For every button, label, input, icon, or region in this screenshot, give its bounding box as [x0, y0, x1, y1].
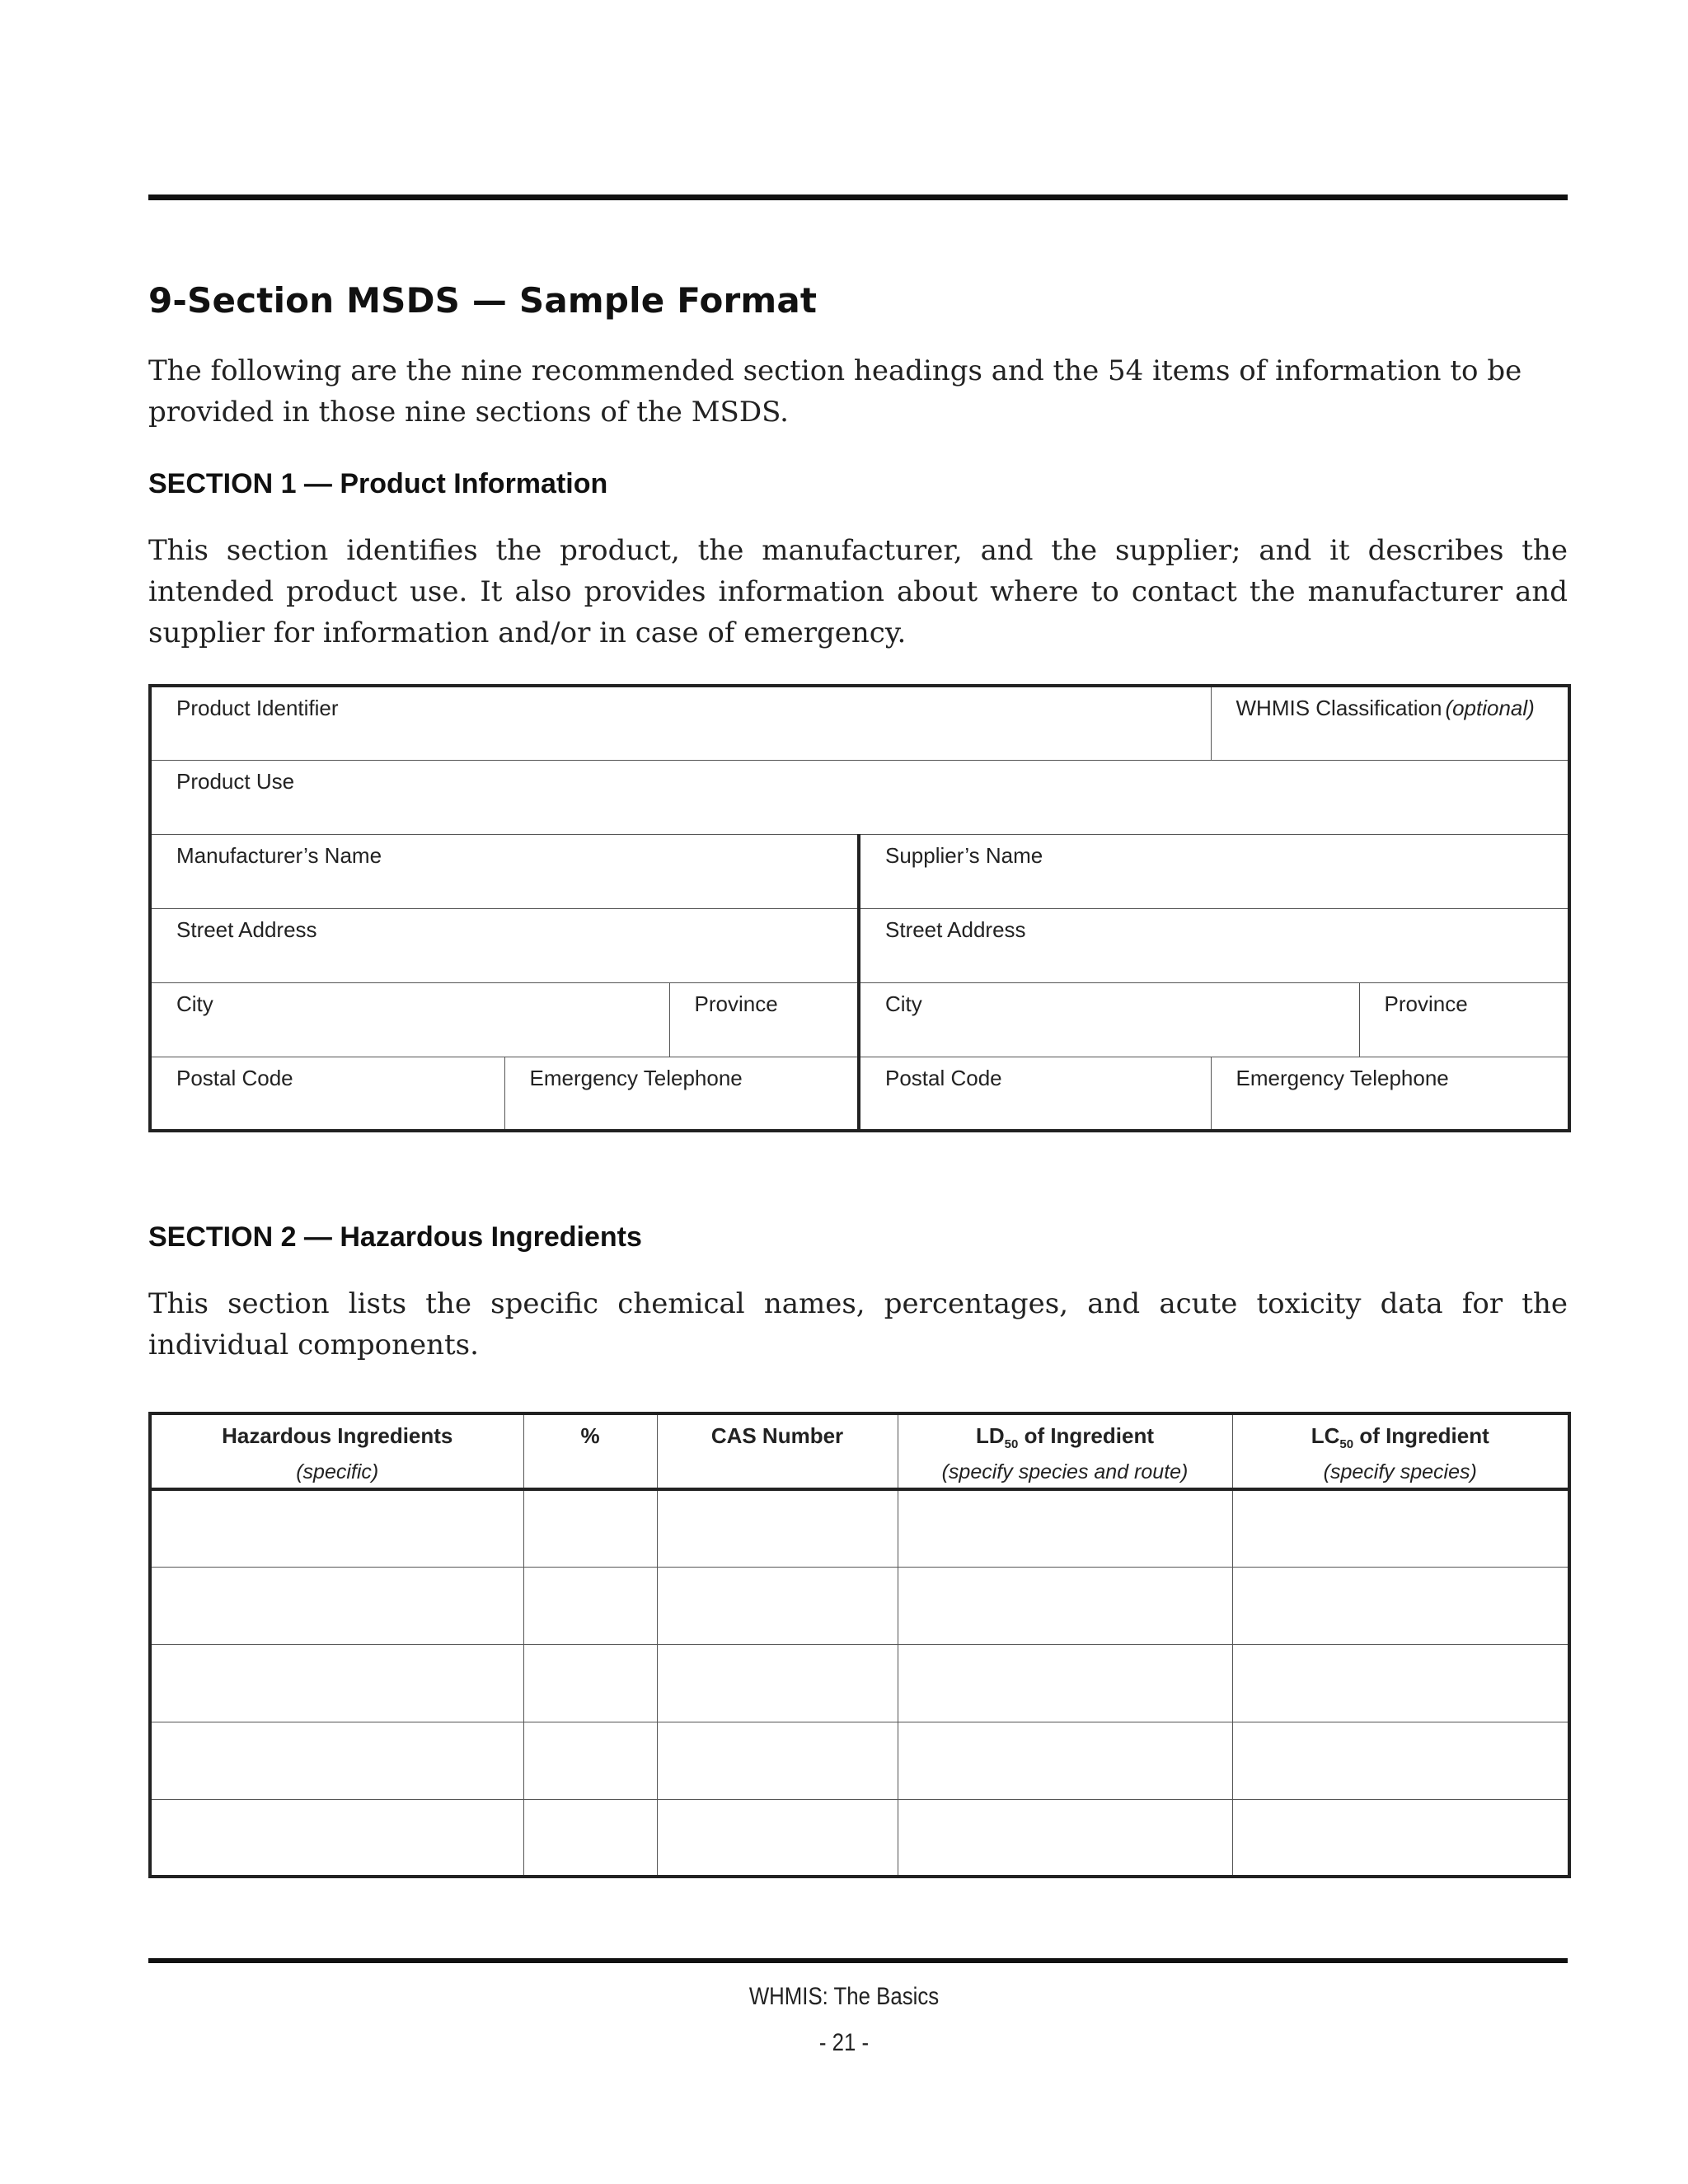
city-label: City — [176, 991, 213, 1016]
hazardous-ingredients-table — [148, 1412, 1571, 1878]
column-header-ingredients: Hazardous Ingredients (specific) — [150, 1413, 523, 1489]
table-cell[interactable] — [1232, 1489, 1569, 1567]
table-row — [150, 1567, 1569, 1644]
manufacturer-emergency-telephone-field[interactable] — [504, 1057, 859, 1131]
manufacturer-street-field[interactable] — [150, 908, 859, 982]
table-cell[interactable] — [523, 1722, 657, 1799]
table-header-row — [150, 1413, 1569, 1489]
table-cell[interactable] — [1232, 1799, 1569, 1877]
supplier-province-field[interactable] — [1359, 982, 1569, 1057]
table-cell[interactable] — [523, 1567, 657, 1644]
product-identifier-field[interactable] — [150, 686, 1211, 760]
emergency-telephone-label: Emergency Telephone — [529, 1065, 743, 1090]
manufacturer-name-field[interactable] — [150, 834, 859, 908]
table-cell[interactable] — [523, 1489, 657, 1567]
page-number: - 21 - — [818, 2029, 870, 2056]
city-label: City — [885, 991, 922, 1016]
product-information-form — [148, 684, 1571, 1132]
table-cell[interactable] — [657, 1644, 898, 1722]
table-cell[interactable] — [150, 1722, 523, 1799]
table-cell[interactable] — [657, 1722, 898, 1799]
table-cell[interactable] — [523, 1799, 657, 1877]
section2-heading: SECTION 2 — Hazardous Ingredients — [148, 1221, 642, 1253]
table-cell[interactable] — [150, 1644, 523, 1722]
supplier-city-field[interactable] — [859, 982, 1359, 1057]
section1-description: This section identifies the product, the manufacturer, and the supplier; and it describes the intended product use. It also provides information about where to contact the manufacturer and supplier for information and/or in case of emergency. — [148, 534, 1568, 649]
supplier-name-label: Supplier’s Name — [885, 842, 1043, 868]
table-cell[interactable] — [898, 1567, 1232, 1644]
section2-description: This section lists the specific chemical names, percentages, and acute toxicity data for the individual components. — [148, 1287, 1568, 1361]
table-cell[interactable] — [657, 1489, 898, 1567]
table-row — [150, 1722, 1569, 1799]
section1-heading: SECTION 1 — Product Information — [148, 468, 608, 499]
table-cell[interactable] — [898, 1489, 1232, 1567]
table-row — [150, 1644, 1569, 1722]
emergency-telephone-label: Emergency Telephone — [1236, 1065, 1449, 1090]
column-header-cas-number: CAS Number — [657, 1413, 898, 1489]
whmis-classification-field[interactable] — [1211, 686, 1569, 760]
supplier-name-field[interactable] — [859, 834, 1569, 908]
top-rule — [148, 194, 1568, 200]
column-header-ld50: $LD_{50}$ of Ingredient (specify species and route) — [898, 1413, 1232, 1489]
supplier-postal-code-field[interactable] — [859, 1057, 1211, 1131]
supplier-emergency-telephone-field[interactable] — [1211, 1057, 1569, 1131]
manufacturer-province-field[interactable] — [669, 982, 859, 1057]
table-cell[interactable] — [523, 1644, 657, 1722]
column-header-lc50: $LC_{50}$ of Ingredient (specify species) — [1232, 1413, 1569, 1489]
manufacturer-postal-code-field[interactable] — [150, 1057, 504, 1131]
whmis-classification-label: WHMIS Classification — [1236, 696, 1442, 720]
intro-paragraph: The following are the nine recommended section headings and the 54 items of information to be provided in those nine sections of the MSDS. — [148, 354, 1522, 429]
street-address-label: Street Address — [885, 916, 1026, 942]
street-address-label: Street Address — [176, 916, 317, 942]
product-use-field[interactable] — [150, 760, 1569, 834]
product-use-label: Product Use — [176, 768, 295, 794]
supplier-street-field[interactable] — [859, 908, 1569, 982]
postal-code-label: Postal Code — [885, 1065, 1002, 1090]
product-identifier-label: Product Identifier — [176, 696, 339, 720]
table-row — [150, 1799, 1569, 1877]
table-cell[interactable] — [898, 1644, 1232, 1722]
province-label: Province — [1384, 991, 1468, 1016]
table-cell[interactable] — [150, 1799, 523, 1877]
bottom-rule — [148, 1958, 1568, 1963]
table-cell[interactable] — [1232, 1722, 1569, 1799]
table-cell[interactable] — [1232, 1567, 1569, 1644]
manufacturer-name-label: Manufacturer’s Name — [176, 842, 382, 868]
table-cell[interactable] — [150, 1567, 523, 1644]
table-cell[interactable] — [898, 1799, 1232, 1877]
column-header-percent: % — [523, 1413, 657, 1489]
whmis-optional-note: (optional) — [1445, 696, 1535, 720]
table-cell[interactable] — [150, 1489, 523, 1567]
table-row — [150, 1489, 1569, 1567]
postal-code-label: Postal Code — [176, 1065, 293, 1090]
page-title: 9-Section MSDS — Sample Format — [148, 280, 818, 321]
table-cell[interactable] — [657, 1567, 898, 1644]
table-cell[interactable] — [898, 1722, 1232, 1799]
footer-title: WHMIS: The Basics — [748, 1983, 940, 2010]
table-cell[interactable] — [1232, 1644, 1569, 1722]
province-label: Province — [694, 991, 778, 1016]
table-cell[interactable] — [657, 1799, 898, 1877]
manufacturer-city-field[interactable] — [150, 982, 669, 1057]
